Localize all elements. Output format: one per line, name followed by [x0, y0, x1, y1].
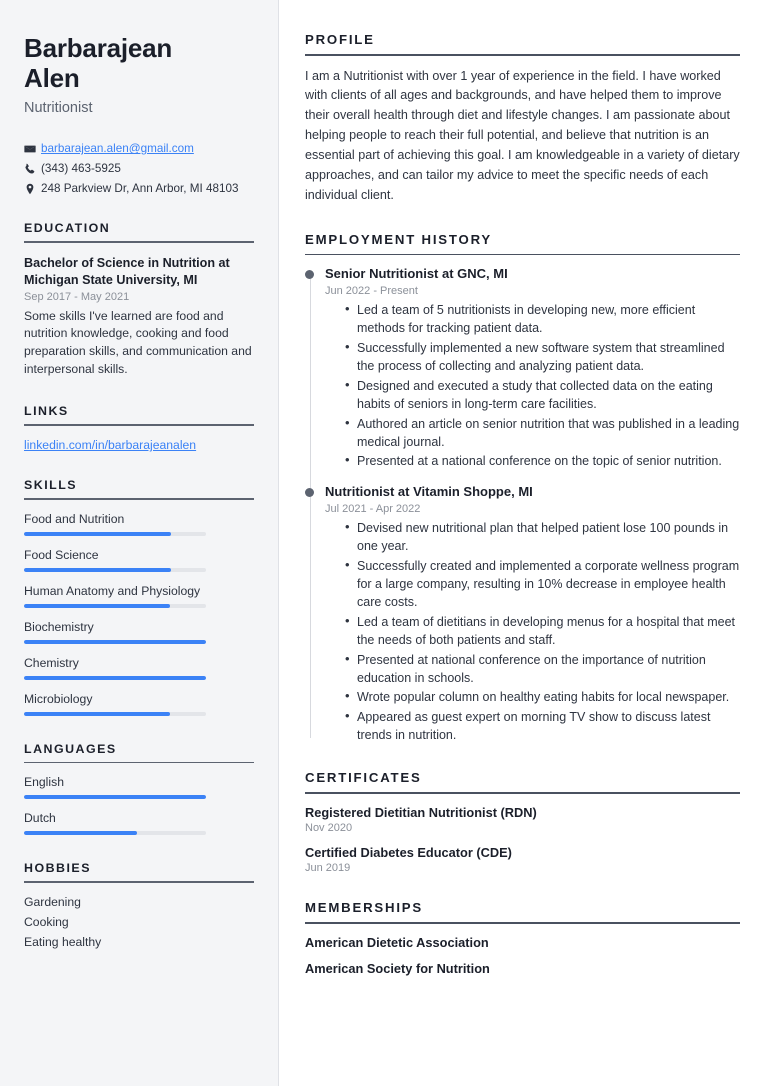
language-label: English: [24, 775, 64, 790]
hobbies-section: [24, 861, 254, 949]
skill-bar-track: [24, 676, 206, 680]
skill-item: [24, 584, 254, 608]
job-bullet: • Successfully implemented a new software system that streamlined the process of collecting and analyzing patient data.: [347, 339, 740, 375]
job-bullet: • Presented at a national conference on the topic of senior nutrition.: [347, 452, 740, 470]
education-description: Some skills I've learned are food and nutrition knowledge, cooking and food preparation skills, and communication and interpersonal skills.: [24, 308, 252, 376]
skill-label: Food Science: [24, 547, 99, 562]
skill-bar-fill: [24, 568, 171, 572]
job-bullet: • Led a team of dietitians in developing menus for a hospital that meet the needs of both patients and staff.: [347, 613, 740, 649]
main-content: [279, 0, 768, 1086]
skill-label: Chemistry: [24, 655, 79, 670]
employment-timeline: [305, 266, 740, 744]
memberships-section: [305, 900, 740, 976]
contact-phone-row: [24, 162, 254, 175]
skill-item: [24, 656, 254, 680]
job-bullets: [325, 519, 740, 744]
job-title: Senior Nutritionist at GNC, MI: [325, 266, 508, 282]
skill-bar-track: [24, 568, 206, 572]
job-bullets: [325, 301, 740, 470]
skill-bar-track: [24, 532, 206, 536]
hobbies-rule: [24, 881, 254, 883]
employment-section: [305, 232, 740, 745]
job-entry: [325, 484, 740, 744]
first-name: Barbarajean: [24, 33, 173, 63]
memberships-rule: [305, 922, 740, 924]
timeline-dot-icon: [305, 488, 314, 497]
links-heading: LINKS: [24, 404, 69, 419]
hobby-item: Eating healthy: [24, 934, 102, 949]
skill-label: Food and Nutrition: [24, 511, 125, 526]
certificate-date: Jun 2019: [305, 861, 351, 874]
certificates-rule: [305, 792, 740, 794]
job-bullet: • Led a team of 5 nutritionists in developing new, more efficient methods for tracking patient data.: [347, 301, 740, 337]
skill-label: Human Anatomy and Physiology: [24, 583, 201, 598]
language-item: [24, 811, 254, 835]
job-bullet: • Presented at national conference on the importance of nutrition education in schools.: [347, 651, 740, 687]
job-date: Jul 2021 - Apr 2022: [325, 503, 421, 516]
skills-section: [24, 478, 254, 716]
contact-list: [24, 142, 254, 195]
skill-bar-track: [24, 640, 206, 644]
hobbies-heading: HOBBIES: [24, 861, 91, 876]
profile-heading: PROFILE: [305, 32, 375, 47]
education-title: Bachelor of Science in Nutrition at Michigan State University, MI: [24, 255, 230, 287]
job-bullet: • Wrote popular column on healthy eating habits for local newspaper.: [347, 688, 740, 706]
language-item: [24, 775, 254, 799]
job-date: Jun 2022 - Present: [325, 285, 418, 298]
links-section: [24, 404, 254, 452]
certificate-title: Registered Dietitian Nutritionist (RDN): [305, 804, 537, 820]
hobby-item: Gardening: [24, 894, 81, 909]
location-pin-icon: [24, 183, 41, 195]
job-entry: [325, 266, 740, 470]
profile-text: I am a Nutritionist with over 1 year of experience in the field. I have worked with clients of all ages and backgrounds, and have helped them to improve their overall health through diet and lifestyle changes. I am passionate about helping people to reach their full potential, and believe that nutrition is an essential part of achieving this goal. I am knowledgeable in a variety of dietary approaches, and can tailor my advice to meet the specific needs of each individual client.: [305, 68, 740, 202]
skills-heading: SKILLS: [24, 477, 78, 492]
memberships-heading: MEMBERSHIPS: [305, 899, 423, 915]
sidebar: [0, 0, 279, 1086]
profile-rule: [305, 54, 740, 56]
education-date: Sep 2017 - May 2021: [24, 290, 130, 303]
job-bullet: • Authored an article on senior nutrition that was published in a leading medical journal.: [347, 415, 740, 451]
language-bar-track: [24, 831, 206, 835]
education-entry: [24, 255, 254, 379]
certificate-item: [305, 805, 740, 834]
job-bullet: • Appeared as guest expert on morning TV show to discuss latest trends in nutrition.: [347, 708, 740, 744]
phone-icon: [24, 163, 41, 175]
email-link[interactable]: barbarajean.alen@gmail.com: [41, 142, 194, 156]
hobby-item: Cooking: [24, 914, 69, 929]
skill-item: [24, 620, 254, 644]
last-name: Alen: [24, 62, 80, 93]
name-block: [24, 34, 254, 116]
employment-rule: [305, 254, 740, 256]
profile-section: [305, 32, 740, 206]
certificates-heading: CERTIFICATES: [305, 770, 422, 786]
skills-rule: [24, 498, 254, 500]
certificate-title: Certified Diabetes Educator (CDE): [305, 844, 512, 860]
address-value: 248 Parkview Dr, Ann Arbor, MI 48103: [41, 182, 239, 196]
contact-email-row: [24, 142, 254, 155]
skill-bar-fill: [24, 676, 206, 680]
language-label: Dutch: [24, 811, 56, 826]
link-item-linkedin[interactable]: linkedin.com/in/barbarajeanalen: [24, 437, 197, 452]
membership-item: American Society for Nutrition: [305, 960, 490, 976]
job-bullet: • Successfully created and implemented a corporate wellness program for a large company, resulting in 10% decrease in employee health care costs.: [347, 557, 740, 611]
phone-value: (343) 463-5925: [41, 162, 121, 176]
language-bar-track: [24, 795, 206, 799]
education-heading: EDUCATION: [24, 221, 111, 236]
links-rule: [24, 424, 254, 426]
contact-address-row: [24, 182, 254, 195]
job-bullet: • Devised new nutritional plan that helped patient lose 100 pounds in one year.: [347, 519, 740, 555]
education-section: [24, 221, 254, 378]
certificate-date: Nov 2020: [305, 821, 353, 834]
certificates-section: [305, 770, 740, 874]
skill-bar-track: [24, 712, 206, 716]
skill-item: [24, 512, 254, 536]
timeline-dot-icon: [305, 270, 314, 279]
certificate-item: [305, 845, 740, 874]
membership-item: American Dietetic Association: [305, 934, 489, 950]
language-bar-fill: [24, 795, 206, 799]
skill-item: [24, 548, 254, 572]
skill-bar-fill: [24, 532, 171, 536]
languages-rule: [24, 762, 254, 764]
job-bullet: • Designed and executed a study that collected data on the eating habits of seniors in long-term care facilities.: [347, 377, 740, 413]
employment-heading: EMPLOYMENT HISTORY: [305, 231, 492, 247]
education-rule: [24, 241, 254, 243]
skill-bar-fill: [24, 604, 170, 608]
languages-heading: LANGUAGES: [24, 741, 117, 756]
skill-label: Biochemistry: [24, 619, 94, 634]
skill-label: Microbiology: [24, 691, 93, 706]
language-bar-fill: [24, 831, 137, 835]
skill-item: [24, 692, 254, 716]
languages-section: [24, 742, 254, 836]
skill-bar-track: [24, 604, 206, 608]
skill-bar-fill: [24, 640, 206, 644]
job-title: Nutritionist: [24, 100, 93, 117]
skill-bar-fill: [24, 712, 170, 716]
job-title: Nutritionist at Vitamin Shoppe, MI: [325, 484, 533, 500]
envelope-icon: [24, 143, 41, 155]
